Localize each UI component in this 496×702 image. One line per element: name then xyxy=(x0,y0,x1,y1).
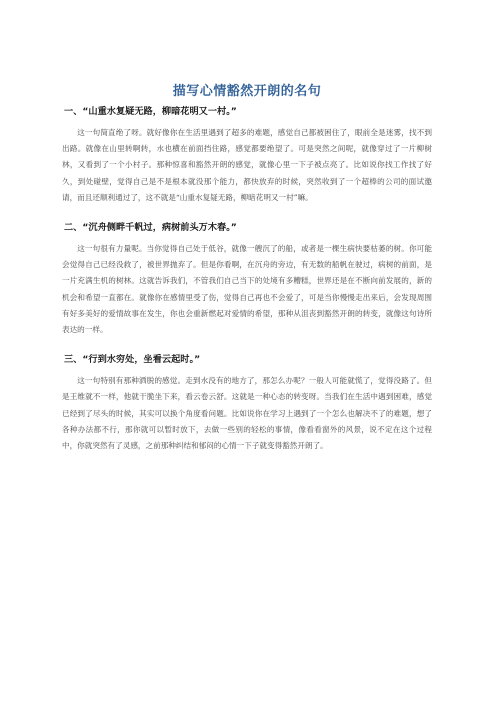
section-heading: 三、“行到水穷处，坐看云起时。” xyxy=(64,354,201,366)
section-1 xyxy=(62,105,432,206)
section-paragraph: 这一句很有力量呢。当你觉得自己处于低谷，就像一艘沉了的船，或者是一棵生病快要枯萎的树。你可能会觉得自己已经没救了，被世界抛弃了。但是你看啊，在沉舟的旁边，有无数的船帆在驶过，病树的前面，是一片充满生机的树林。这就告诉我们，不管我们自己当下的处境有多糟糕，世界还是在不断向前发展的，新的机会和希望一直都在。就像你在感情里受了伤，觉得自己再也不会爱了，可是当你慢慢走出来后，会发现周围有好多美好的爱情故事在发生，你也会重新燃起对爱情的希望，那种从沮丧到豁然开朗的转变，就像这句诗所表达的一样。 xyxy=(62,244,432,335)
document-title: 描写心情豁然开朗的名句 xyxy=(172,84,322,99)
section-2 xyxy=(62,221,432,338)
section-paragraph: 这一句简直绝了呀。就好像你在生活里遇到了超多的难题，感觉自己都被困住了，眼前全是迷雾，找不到出路。就像在山里转啊转，水也横在前面挡住路，感觉都要绝望了。可是突然之间呢，就像穿过了一片柳树林，又看到了一个小村子。那种惊喜和豁然开朗的感觉，就像心里一下子被点亮了。比如说你找工作找了好久，到处碰壁，觉得自己是不是根本就没那个能力，都快放弃的时候，突然收到了一个超棒的公司的面试邀请，而且还顺利通过了，这不就是“山重水复疑无路，柳暗花明又一村”嘛。 xyxy=(62,128,432,202)
section-paragraph: 这一句特别有那种洒脱的感觉。走到水没有的地方了，那怎么办呢？一般人可能就慌了，觉得没路了。但是王维就不一样，他就干脆坐下来，看云卷云舒。这就是一种心态的转变呀。当我们在生活中遇到困难，感觉已经到了尽头的时候，其实可以换个角度看问题。比如说你在学习上遇到了一个怎么也解决不了的难题，想了各种办法都不行，那你就可以暂时放下，去做一些别的轻松的事情，像看看窗外的风景，说不定在这个过程中，你就突然有了灵感，之前那种纠结和郁闷的心情一下子就变得豁然开朗了。 xyxy=(62,376,432,451)
section-3 xyxy=(62,353,432,454)
section-heading: 一、“山重水复疑无路，柳暗花明又一村。” xyxy=(64,106,237,117)
section-heading: 二、“沉舟侧畔千帆过，病树前头万木春。” xyxy=(64,222,237,234)
